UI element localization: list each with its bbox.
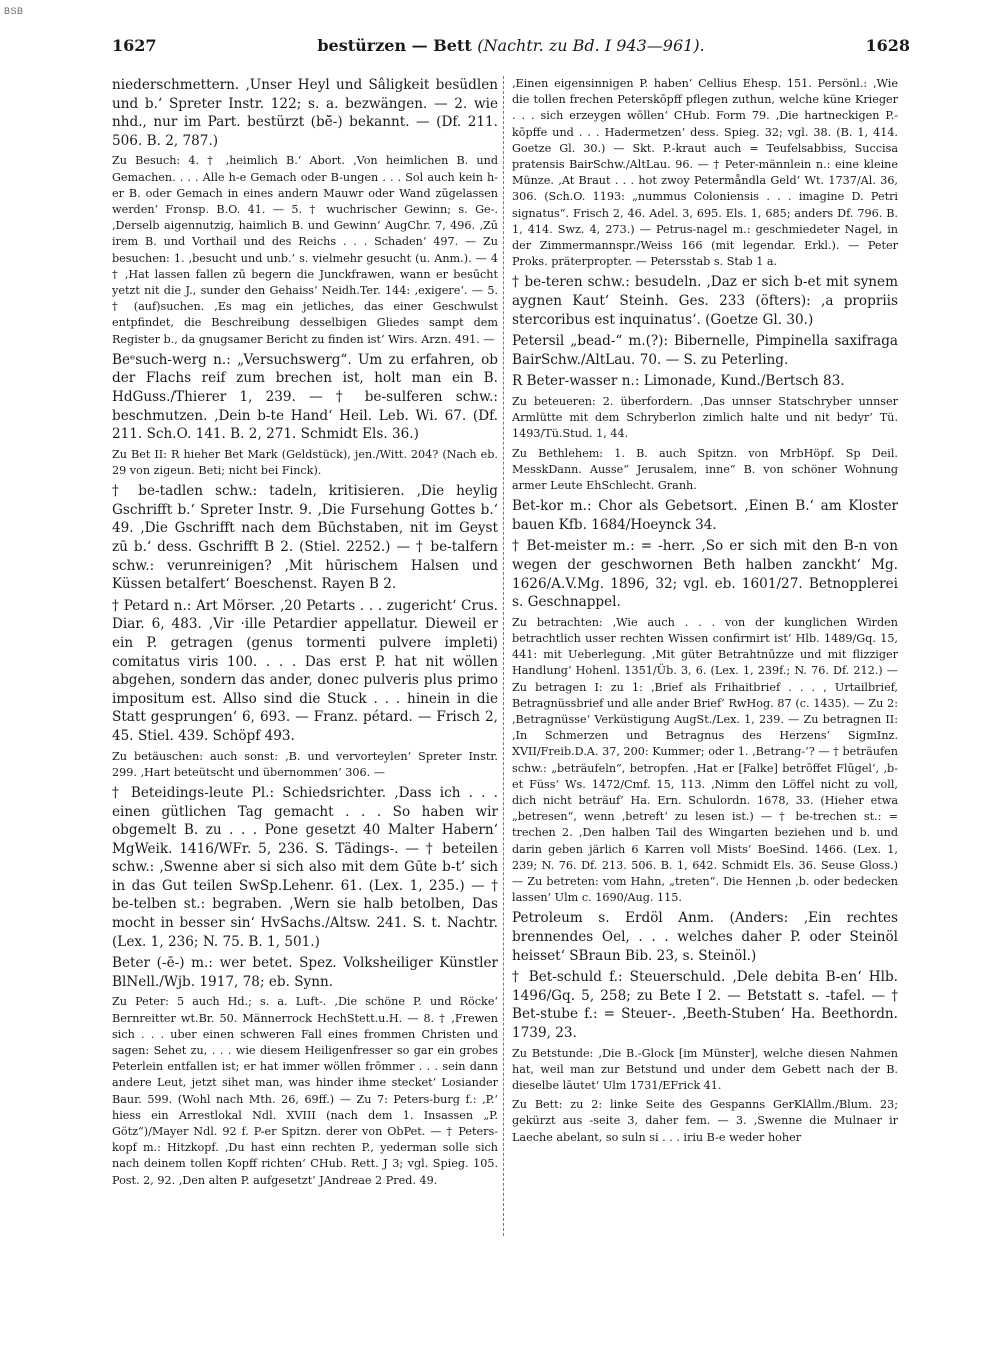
dictionary-entry: Zu Bett: zu 2: linke Seite des Gespanns GerKlAllm./Blum. 23; gekürzt aus -seite 3, daher fem. — 3. ‚Swenne die Mulnaer ir Laeche abelant, so suln si . . . iriu B-e weder hoher <box>512 1098 898 1144</box>
page-header <box>112 36 910 58</box>
dictionary-entry: Zu Besuch: 4. † ‚heimlich B.‘ Abort. ‚Von heimlichen B. und Gemachen. . . . Alle h-e Gemach oder B-ungen . . . Sol auch kein h-er B. oder Gemach in eines andern Mauwr oder Wand zūgelassen werden‘ Fronsp. B.O. 41. — 5. † wuchrischer Gewinn; s. Ge-. ‚Derselb aigennutzig, haimlich B. und Gewinn‘ AugChr. 7, 496. ‚Zū irem B. und Vorthail und des Reichs . . . Schaden‘ 497. — Zu besuchen: 1. ‚besucht und unb.‘ s. vielmehr gesucht (u. Anm.). — 4 † ‚Hat lassen fallen zū begern die Junckfrawen, wann er besūcht yetzt nit die J., sunder den Gehaiss‘ Neidh.Ter. 144: ‚exigere‘. — 5. † (auf)suchen. ‚Es mag ein jetliches, das einer Geschwulst entpfindet, die Beschreibung desselbigen Gliedes sampt dem Register b., da gnugsamer Bericht zu finden ist‘ Wirs. Arzn. 491. — <box>112 154 498 346</box>
dictionary-entry: † Bet-schuld f.: Steuerschuld. ‚Dele debita B-en‘ Hlb. 1496/Gq. 5, 258; zu Bete I 2. — Betstatt s. -tafel. — † Bet-stube f.: = Steuer-. ‚Beeth-Stuben‘ Ha. Beethordn. 1739, 23. <box>512 969 898 1041</box>
dictionary-entry: † Bet-meister m.: = -herr. ‚So er sich mit den B-n von wegen der geschwornen Beth halben zanckht‘ Mg. 1626/A.V.Mg. 1896, 32; vgl. eb. 1601/27. Betnopplerei s. Geschnappel. <box>512 538 898 611</box>
dictionary-entry: Zu betäuschen: auch sonst: ‚B. und vervorteylen‘ Spreter Instr. 299. ‚Hart beteütscht und übernommen‘ 306. — <box>112 749 498 779</box>
running-title-main: bestürzen — Bett <box>317 36 472 55</box>
dictionary-entry: † Petard n.: Art Mörser. ‚20 Petarts . . . zugericht‘ Crus. Diar. 6, 483. ‚Vir ·ille Petardier appellatur. Dieweil er ein P. getragen (genus tormenti pulvere impleti) comitatus viris 100. . . . Das erst P. hat nit wöllen abgehen, sondern das ander, donec pulveris plus primo impositum est. Allso sind die Stuck . . . hinein in die Statt gesprungen‘ 6, 693. — Franz. pétard. — Frisch 2, 45. Stiel. 439. Schöpf 493. <box>112 597 498 744</box>
dictionary-entry: Beter (-ē-) m.: wer betet. Spez. Volksheiliger Künstler BlNell./Wjb. 1917, 78; eb. Synn. <box>112 955 498 990</box>
dictionary-entry: † Beteidings-leute Pl.: Schiedsrichter. ‚Dass ich . . . einen gütlichen Tag gemacht . . . So haben wir obgemelt B. zu . . . Pone gesetzt 40 Malter Habern‘ MgWeik. 1416/WFr. 5, 236. S. Tädings-. — † beteilen schw.: ‚Swenne aber si sich also mit dem Gūte b-t‘ sich in das Gut teilen SwSp.Lehenr. 61. (Lex. 1, 235.) — † be-telben st.: begraben. ‚Wern sie halb betolben, Das mocht in besser sin‘ HvSachs./Altsw. 241. S. t. Nachtr. (Lex. 1, 236; N. 75. B. 1, 501.) <box>112 784 498 950</box>
left-column <box>112 76 498 1252</box>
dictionary-entry: Zu beteueren: 2. überfordern. ‚Das unnser Statschryber unnser Armlütte mit dem Schryberlon zimlich halte und nit bedyr‘ Tü. 1493/Tü.Stud. 1, 44. <box>512 395 898 441</box>
dictionary-entry: Zu Peter: 5 auch Hd.; s. a. Luft-. ‚Die schöne P. und Röcke‘ Bernreitter wt.Br. 50. Männerrock HechStett.u.H. — 8. † ‚Frewen sich . . . uber einen schweren Fall eines frommen Christen und sagen: Sehet zu, . . . wie diesem Heiligenfresser so gar ein grobes Peterlein entfallen ist; er hat immer wöllen frōmmer . . . sein dann andere Leut, jetzt sihet man, was hinder ihme stecket‘ Losiander Baur. 599. (Wohl nach Mth. 26, 69ff.) — Zu 7: Peters-burg f.: ‚P.‘ hiess ein Arrestlokal Ndl. XVIII (nach dem 1. Insassen „P. Götz“)/Mayer Ndl. 92 f. P-er Spitzn. derer von ObPet. — † Peters-kopf m.: Hitzkopf. ‚Du hast einn rechten P., yederman solle sich nach deinem tollen Kopff richten‘ CHub. Rett. J 3; vgl. Spieg. 105. Post. 2, 92. ‚Den alten P. aufgesetzt‘ JAndreae 2 Pred. 49. <box>112 995 498 1187</box>
dictionary-entry: Beᵉsuch-werg n.: „Versuchswerg“. Um zu erfahren, ob der Flachs reif zum brechen ist, holt man ein B. HdGuss./Thierer 1, 239. — † be-sulferen schw.: beschmutzen. ‚Dein b-te Hand‘ Heil. Leb. Wi. 67. (Df. 211. Sch.O. 141. B. 2, 271. Schmidt Els. 36.) <box>112 351 498 443</box>
dictionary-entry: R Beter-wasser n.: Limonade, Kund./Bertsch 83. <box>512 373 845 390</box>
right-column <box>512 76 898 1252</box>
running-title-sub: (Nachtr. zu Bd. I 943—961). <box>477 36 705 55</box>
dictionary-entry: † be-teren schw.: besudeln. ‚Daz er sich b-et mit synem aygnen Kaut‘ Steinh. Ges. 233 (öfters): ‚a propriis stercoribus est inquinatus‘. (Goetze Gl. 30.) <box>512 274 898 328</box>
dictionary-entry: Petroleum s. Erdöl Anm. (Anders: ‚Ein rechtes brennendes Oel, . . . welches daher P. oder Steinöl heisset‘ SBraun Bib. 23, s. Steinöl.) <box>512 910 898 964</box>
column-divider <box>503 76 505 1236</box>
dictionary-entry: Bet-kor m.: Chor als Gebetsort. ‚Einen B.‘ am Kloster bauen Kfb. 1684/Hoeynck 34. <box>512 498 898 533</box>
dictionary-entry: niederschmettern. ‚Unser Heyl und Sâligkeit besüdlen und b.‘ Spreter Instr. 122; s. a. bezwängen. — 2. wie nhd., nur im Part. bestürzt (bē̆-) bekannt. — (Df. 211. 506. B. 2, 787.) <box>112 77 498 149</box>
dictionary-entry: † be-tadlen schw.: tadeln, kritisieren. ‚Die heylig Gschrifft b.‘ Spreter Instr. 9. ‚Die Fursehung Gottes b.‘ 49. ‚Die Gschrifft nach dem Būchstaben, nit im Geyst zū b.‘ dess. Gschrifft B 2. (Stiel. 2252.) — † be-talfern schw.: verunreinigen? ‚Mit hūrischem Halsen und Küssen betalfert‘ Boeschenst. Rayen B 2. <box>112 483 498 593</box>
dictionary-entry: Zu Betstunde: ‚Die B.-Glock [im Münster], welche diesen Nahmen hat, weil man zur Betstund und under dem Gebett nach der B. dieselbe lāutet‘ Ulm 1731/EFrick 41. <box>512 1046 898 1092</box>
dictionary-entry: Zu Bet II: R hieher Bet Mark (Geldstück), jen./Witt. 204? (Nach eb. 29 von zigeun. Beti; nicht bei Finck). <box>112 447 498 477</box>
dictionary-entry: Petersil „bead-“ m.(?): Bibernelle, Pimpinella saxifraga BairSchw./AltLau. 70. — S. zu Peterling. <box>512 333 898 368</box>
library-watermark: BSB <box>4 6 24 16</box>
dictionary-entry: Zu betrachten: ‚Wie auch . . . von der kunglichen Wirden betrachtlich usser rechten Wissen confirmirt ist‘ Hlb. 1489/Gq. 15, 441: mit Ueberlegung. ‚Mit güter Betrahtnūzze und mit flizziger Handlung‘ Hohenl. 1351/Üb. 3, 6. (Lex. 1, 239f.; N. 76. Df. 212.) — Zu betragen I: zu 1: ‚Brief als Frihaitbrief . . . , Urtailbrief, Betragnüssbrief und alle ander Brief‘ RwHog. 87 (c. 1435). — Zu 2: ‚Betragnüsse‘ Verküstigung AugSt./Lex. 1, 239. — Zu betragnen II: ‚In Schmerzen und Betragnus des Herzens‘ SigmInz. XVII/Freib.D.A. 37, 200: Kummer; oder 1. ‚Betrang-‘? — † beträufen schw.: „beträufeln“, betropfen. ‚Hat er [Falke] betrōffet Flūgel‘, ‚b-et Füss‘ Ws. 1472/Cmf. 15, 113. ‚Nimm den Löffel nicht zu voll, dich nicht beträuf‘ Ha. Ern. Schulordn. 1678, 33. (Hieher etwa „betresen“, wenn ‚betreft‘ zu lesen ist.) — † be-trechen st.: = trechen 2. ‚Den halben Tail des Wingarten beziehen und b. und darin geben järlich 6 Karren voll Mists‘ BoeSind. 1466. (Lex. 1, 239; N. 76. Df. 213. 506. B. 1, 642. Schmidt Els. 36. Seuse Gloss.) — Zu betreten: vom Hahn, „treten“. Die Hennen ‚b. oder bedecken lassen‘ Ulm c. 1690/Aug. 115. <box>512 615 898 905</box>
dictionary-entry: ‚Einen eigensinnigen P. haben‘ Cellius Ehesp. 151. Persönl.: ‚Wie die tollen frechen Peterskōpff pflegen zuthun, welche küne Krieger . . . sich erzeygen wōllen‘ CHub. Form 79. ‚Die hartneckigen P.-kōpffe und . . . Hadermetzen‘ dess. Spieg. 32; vgl. 38. (B. 1, 414. Goetze Gl. 30.) — Skt. P.-kraut auch = Teufelsabbiss, Succisa pratensis BairSchw./AltLau. 96. — † Peter-männlein n.: eine kleine Münze. ‚At Braut . . . hot zwoy Petermåndla Geld‘ Wt. 1737/Al. 36, 306. (Sch.O. 1193: „nummus Coloniensis . . . imagine D. Petri signatus“. Frisch 2, 46. Adel. 3, 695. Els. 1, 685; anders Df. 796. B. 1, 414. Swz. 4, 273.) — Petrus-nagel m.: geschmiedeter Nagel, in der Zimmermannspr./Weiss 166 (mit legendar. Erkl.). — Peter Proks. präterpropter. — Petersstab s. Stab 1 a. <box>512 77 898 269</box>
dictionary-entry: Zu Bethlehem: 1. B. auch Spitzn. von MrbHöpf. Sp Deil. MesskDann. Ausse“ Jerusalem, inne“ B. von schöner Wohnung armer Leute EhSchlecht. Granh. <box>512 446 898 493</box>
page-number-left: 1627 <box>112 36 157 55</box>
page-number-right: 1628 <box>865 36 910 55</box>
running-title <box>112 36 910 55</box>
